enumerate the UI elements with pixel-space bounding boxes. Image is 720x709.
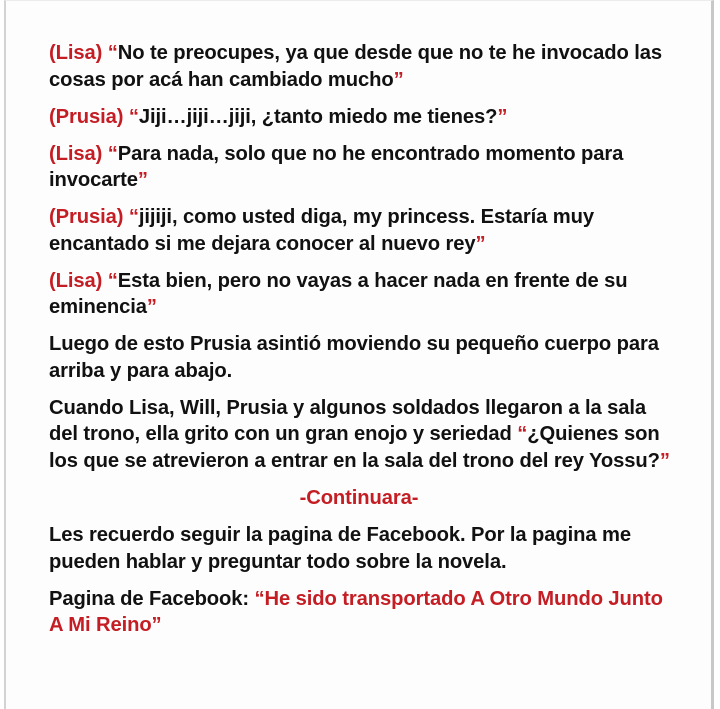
dialogue-text: Jiji…jiji…jiji, ¿tanto miedo me tienes? [138,105,498,128]
open-quote: “ [107,142,118,165]
dialogue-prusia-2 [49,204,679,257]
dialogue-text: No te preocupes, ya que desde que no te he invocado las cosas por acá han cambiado mucho [49,42,662,91]
open-quote: “ [107,269,118,292]
speaker-label: (Prusia) [49,206,124,229]
dialogue-text: jijiji, como usted diga, my princess. Estaría muy encantado si me dejara conocer al nuevo rey [49,206,594,255]
open-quote: “ [128,105,139,128]
document-page [4,0,714,709]
close-quote: ” [659,450,670,473]
open-quote: “ [517,423,528,446]
dialogue-lisa-2 [49,141,679,194]
continuara-heading: -Continuara- [299,487,419,510]
speaker-label: (Lisa) [49,142,103,165]
narration-text: Cuando Lisa, Will, Prusia y algunos soldados llegaron a la sala del trono, ella grito con un gran enojo y seriedad [49,396,647,446]
close-quote: ” [137,169,148,192]
dialogue-text: Esta bien, pero no vayas a hacer nada en frente de su eminencia [49,269,628,319]
dialogue-lisa-1 [49,40,679,93]
narration-paragraph-1: Luego de esto Prusia asintió moviendo su pequeño cuerpo para arriba y para abajo. [49,333,659,382]
facebook-reminder: Les recuerdo seguir la pagina de Facebook. Por la pagina me pueden hablar y preguntar todo sobre la novela. [49,524,631,573]
open-quote: “ [128,206,139,229]
close-quote: ” [146,296,157,319]
speaker-label: (Lisa) [49,42,103,64]
open-quote: “ [107,42,118,64]
facebook-page-name: “He sido transportado A Otro Mundo Junto A Mi Reino” [49,587,663,637]
dialogue-text: Para nada, solo que no he encontrado momento para invocarte [49,142,624,192]
dialogue-prusia-1 [49,104,679,131]
close-quote: ” [475,232,486,255]
speaker-label: (Lisa) [49,269,103,292]
facebook-label: Pagina de Facebook: [49,587,255,610]
close-quote: ” [393,68,404,91]
close-quote: ” [497,105,508,128]
facebook-page-line [49,586,679,639]
dialogue-lisa-3 [49,268,679,321]
shout-text: ¿Quienes son los que se atrevieron a entrar en la sala del trono del rey Yossu? [49,423,660,473]
story-text [49,40,679,649]
narration-paragraph-2 [49,395,679,475]
speaker-label: (Prusia) [49,105,124,128]
